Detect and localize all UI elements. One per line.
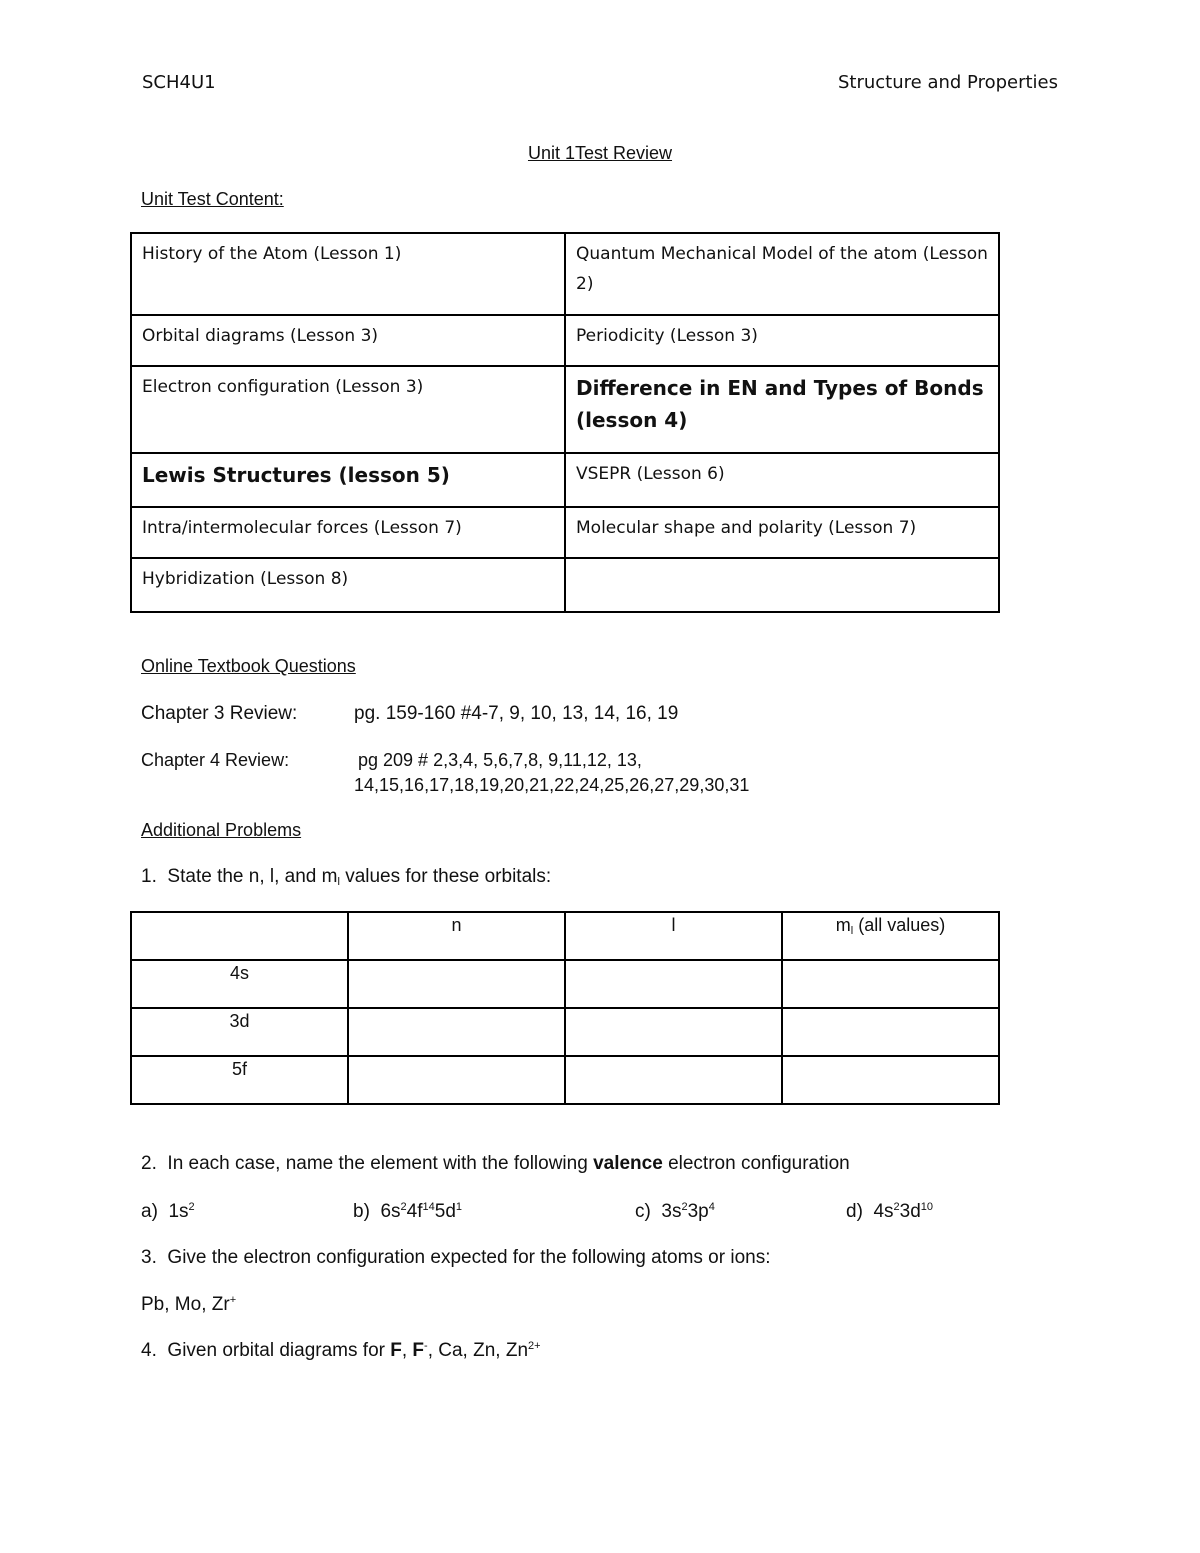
content-cell: Electron configuration (Lesson 3) <box>131 366 565 453</box>
ion-list <box>141 1294 236 1316</box>
question-number: 1. <box>141 866 157 887</box>
option-letter: a) <box>141 1201 158 1222</box>
element-f-ion: F <box>412 1340 425 1361</box>
question-text: State the n, l, and m <box>167 866 338 887</box>
ions: Pb, Mo, Zr <box>141 1294 230 1315</box>
ch3-label: Chapter 3 Review: <box>141 703 298 724</box>
textbook-heading: Online Textbook Questions <box>141 656 356 676</box>
element-f: F <box>390 1340 402 1361</box>
course-code: SCH4U1 <box>142 72 216 93</box>
orbital-label: 3d <box>131 1008 348 1056</box>
question-3 <box>141 1247 770 1269</box>
content-cell: Lewis Structures (lesson 5) <box>131 453 565 507</box>
table-header-blank <box>131 912 348 960</box>
element-list: , Ca, Zn, Zn <box>427 1340 529 1361</box>
config-b: b) $6s^24f^{14}5d^1$ <box>353 1201 463 1222</box>
option-letter: c) <box>635 1201 651 1222</box>
orbital-label: 4s <box>131 960 348 1008</box>
answer-cell <box>348 1056 565 1104</box>
table-row <box>131 1008 999 1056</box>
question-number: 3. <box>141 1247 157 1268</box>
content-cell: Molecular shape and polarity (Lesson 7) <box>565 507 999 558</box>
question-number: 2. <box>141 1153 157 1174</box>
content-cell: VSEPR (Lesson 6) <box>565 453 999 507</box>
answer-cell <box>782 1056 999 1104</box>
subscript: l <box>337 876 340 888</box>
column-header-n: n <box>348 912 565 960</box>
ch4-questions-line2: 14,15,16,17,18,19,20,21,22,24,25,26,27,29,30,31 <box>354 775 750 795</box>
ch3-questions: pg. 159-160 #4-7, 9, 10, 13, 14, 16, 19 <box>354 703 679 724</box>
column-header-l: l <box>565 912 782 960</box>
subscript: l <box>850 925 854 937</box>
content-heading: Unit Test Content: <box>141 189 284 209</box>
answer-cell <box>782 960 999 1008</box>
option-letter: b) <box>353 1201 370 1222</box>
charge: + <box>229 1294 237 1306</box>
content-cell: Intra/intermolecular forces (Lesson 7) <box>131 507 565 558</box>
orbital-label: 5f <box>131 1056 348 1104</box>
ml-symbol: m <box>835 915 851 935</box>
question-1 <box>141 866 551 888</box>
question-text: values for these orbitals: <box>339 866 552 887</box>
page-title: Unit 1Test Review <box>527 143 673 163</box>
table-row <box>131 960 999 1008</box>
answer-cell <box>348 1008 565 1056</box>
charge: - <box>424 1340 428 1352</box>
ch4-label: Chapter 4 Review: <box>141 750 290 770</box>
column-header-ml <box>782 912 999 960</box>
content-cell <box>565 558 999 612</box>
quantum-numbers-table <box>130 911 1000 1105</box>
bold-term: valence <box>593 1153 663 1174</box>
table-row <box>131 1056 999 1104</box>
answer-cell <box>782 1008 999 1056</box>
question-text: Give the electron configuration expected for the following atoms or ions: <box>167 1247 771 1268</box>
additional-heading: Additional Problems <box>141 820 302 840</box>
answer-cell <box>565 960 782 1008</box>
question-2 <box>141 1153 850 1175</box>
ch4-questions-line1: pg 209 # 2,3,4, 5,6,7,8, 9,11,12, 13, <box>358 750 642 770</box>
content-cell: Difference in EN and Types of Bonds (lesson 4) <box>565 366 999 453</box>
content-cell: Quantum Mechanical Model of the atom (Lesson 2) <box>565 233 999 315</box>
unit-topic: Structure and Properties <box>837 72 1058 93</box>
option-letter: d) <box>846 1201 863 1222</box>
ml-caption: (all values) <box>853 915 946 935</box>
answer-cell <box>565 1008 782 1056</box>
question-number: 4. <box>141 1340 157 1361</box>
unit-content-table <box>130 232 1000 613</box>
content-cell: Orbital diagrams (Lesson 3) <box>131 315 565 366</box>
content-cell: Periodicity (Lesson 3) <box>565 315 999 366</box>
question-text: In each case, name the element with the following <box>167 1153 594 1174</box>
content-cell: History of the Atom (Lesson 1) <box>131 233 565 315</box>
config-a: a) $1s^2$ <box>141 1201 195 1222</box>
answer-cell <box>348 960 565 1008</box>
config-c: c) $3s^23p^4$ <box>635 1201 715 1222</box>
content-cell: Hybridization (Lesson 8) <box>131 558 565 612</box>
question-4: 4. Given orbital diagrams for F, F-, Ca, Zn, $Zn^{2+}$ <box>141 1340 541 1361</box>
question-text: electron configuration <box>662 1153 850 1174</box>
answer-cell <box>565 1056 782 1104</box>
charge: 2+ <box>528 1340 541 1352</box>
question-text: Given orbital diagrams for <box>167 1340 391 1361</box>
config-d: d) $4s^23d^{10}$ <box>846 1201 934 1222</box>
